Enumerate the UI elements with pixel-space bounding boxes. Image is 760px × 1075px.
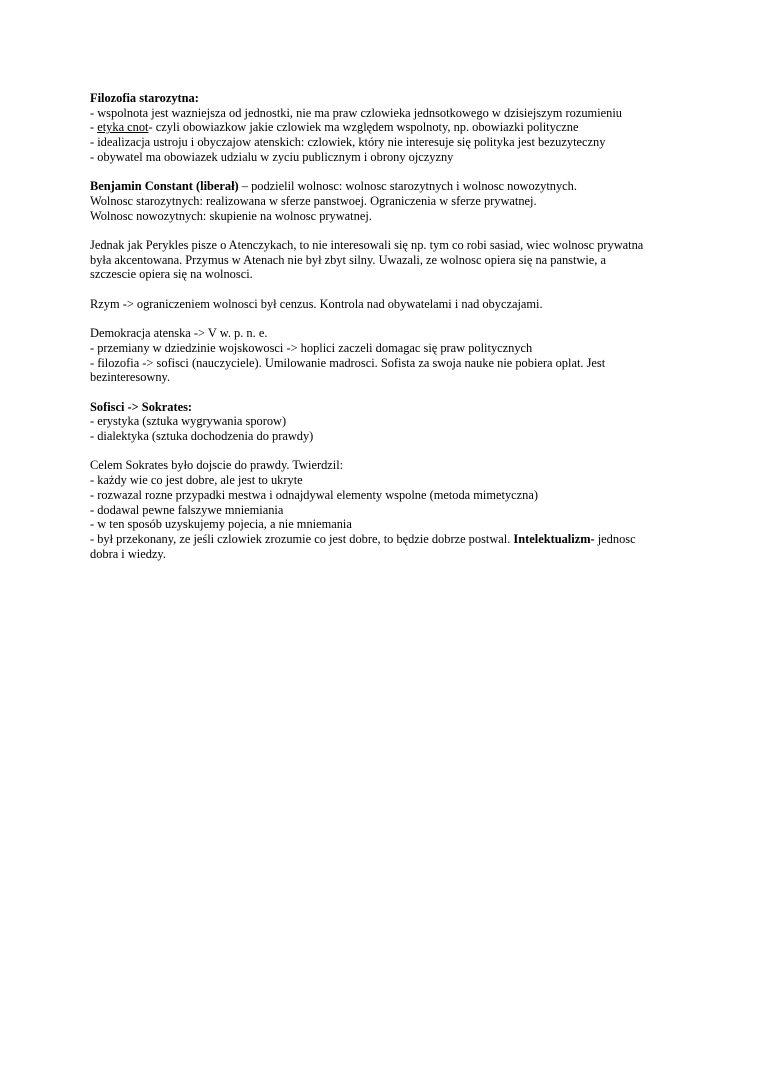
text-line: - dodawal pewne falszywe mniemiania bbox=[90, 502, 284, 517]
text-line: Rzym -> ograniczeniem wolnosci był cenzus. Kontrola nad obywatelami i nad obyczajami. bbox=[90, 296, 543, 311]
section-pericles bbox=[90, 238, 690, 282]
section-heading: Filozofia starozytna: bbox=[90, 91, 199, 105]
text-line: Celem Sokrates było dojscie do prawdy. Twierdzil: bbox=[90, 458, 344, 473]
text-line: bezinteresowny. bbox=[90, 370, 171, 385]
text-line: - erystyka (sztuka wygrywania sporow) bbox=[90, 414, 287, 429]
text-line bbox=[90, 532, 690, 547]
text-fragment: - bbox=[90, 120, 98, 135]
text-line: była akcentowana. Przymus w Atenach nie był zbyt silny. Uwazali, ze wolnosc opiera się na panstwie, a bbox=[90, 252, 607, 267]
paragraph-gap bbox=[90, 385, 690, 400]
text-line bbox=[90, 179, 690, 194]
text-line: - w ten sposób uzyskujemy pojecia, a nie mniemania bbox=[90, 517, 352, 532]
text-line: Wolnosc starozytnych: realizowana w sferze panstwoej. Ograniczenia w sferze prywatnej. bbox=[90, 193, 537, 208]
underlined-term: etyka cnot bbox=[97, 120, 149, 135]
document-page bbox=[90, 91, 690, 561]
paragraph-gap bbox=[90, 165, 690, 180]
text-line: - przemiany w dziedzinie wojskowosci -> hoplici zaczeli domagac się praw politycznych bbox=[90, 340, 533, 355]
section-sophists bbox=[90, 400, 690, 444]
section-socrates bbox=[90, 458, 690, 561]
text-line bbox=[90, 120, 690, 135]
paragraph-gap bbox=[90, 282, 690, 297]
paragraph-gap bbox=[90, 223, 690, 238]
text-line: - dialektyka (sztuka dochodzenia do prawdy) bbox=[90, 429, 314, 444]
text-line: Wolnosc nowozytnych: skupienie na wolnosc prywatnej. bbox=[90, 208, 372, 223]
text-line: Demokracja atenska -> V w. p. n. e. bbox=[90, 326, 268, 341]
section-rome bbox=[90, 297, 690, 312]
bold-term: Benjamin Constant (liberał) bbox=[90, 179, 239, 194]
section-constant bbox=[90, 179, 690, 223]
section-heading: Sofisci -> Sokrates: bbox=[90, 399, 193, 414]
text-line: - obywatel ma obowiazek udzialu w zyciu publicznym i obrony ojczyzny bbox=[90, 149, 454, 164]
text-line: - rozwazal rozne przypadki mestwa i odnajdywal elementy wspolne (metoda mimetyczna) bbox=[90, 487, 538, 502]
section-athenian-democracy bbox=[90, 326, 690, 385]
text-line: Jednak jak Perykles pisze o Atenczykach, to nie interesowali się np. tym co robi sasiad, wiec wolnosc prywatna bbox=[90, 238, 644, 252]
text-fragment: - czyli obowiazkow jakie czlowiek ma względem wspolnoty, np. obowiazki polityczne bbox=[148, 120, 579, 135]
bold-term: Intelektualizm- bbox=[513, 532, 595, 546]
text-fragment: - był przekonany, ze jeśli czlowiek zrozumie co jest dobre, to będzie dobrze postwal. bbox=[90, 532, 514, 546]
text-line: dobra i wiedzy. bbox=[90, 546, 166, 561]
text-line: - wspolnota jest wazniejsza od jednostki, nie ma praw czlowieka jednsotkowego w dzisiejszym rozumieniu bbox=[90, 105, 622, 120]
paragraph-gap bbox=[90, 444, 690, 459]
section-ancient-philosophy bbox=[90, 91, 690, 165]
text-line: szczescie opiera się na wolnosci. bbox=[90, 267, 253, 282]
text-fragment: – podzielil wolnosc: wolnosc starozytnych i wolnosc nowozytnych. bbox=[238, 179, 577, 194]
text-line: - filozofia -> sofisci (nauczyciele). Umilowanie madrosci. Sofista za swoja nauke nie pobiera oplat. Jest bbox=[90, 355, 606, 370]
text-line: - każdy wie co jest dobre, ale jest to ukryte bbox=[90, 473, 303, 488]
paragraph-gap bbox=[90, 312, 690, 327]
text-fragment: jednosc bbox=[594, 532, 636, 546]
text-line: - idealizacja ustroju i obyczajow atenskich: czlowiek, który nie interesuje się polityka jest bezuzyteczny bbox=[90, 135, 606, 150]
